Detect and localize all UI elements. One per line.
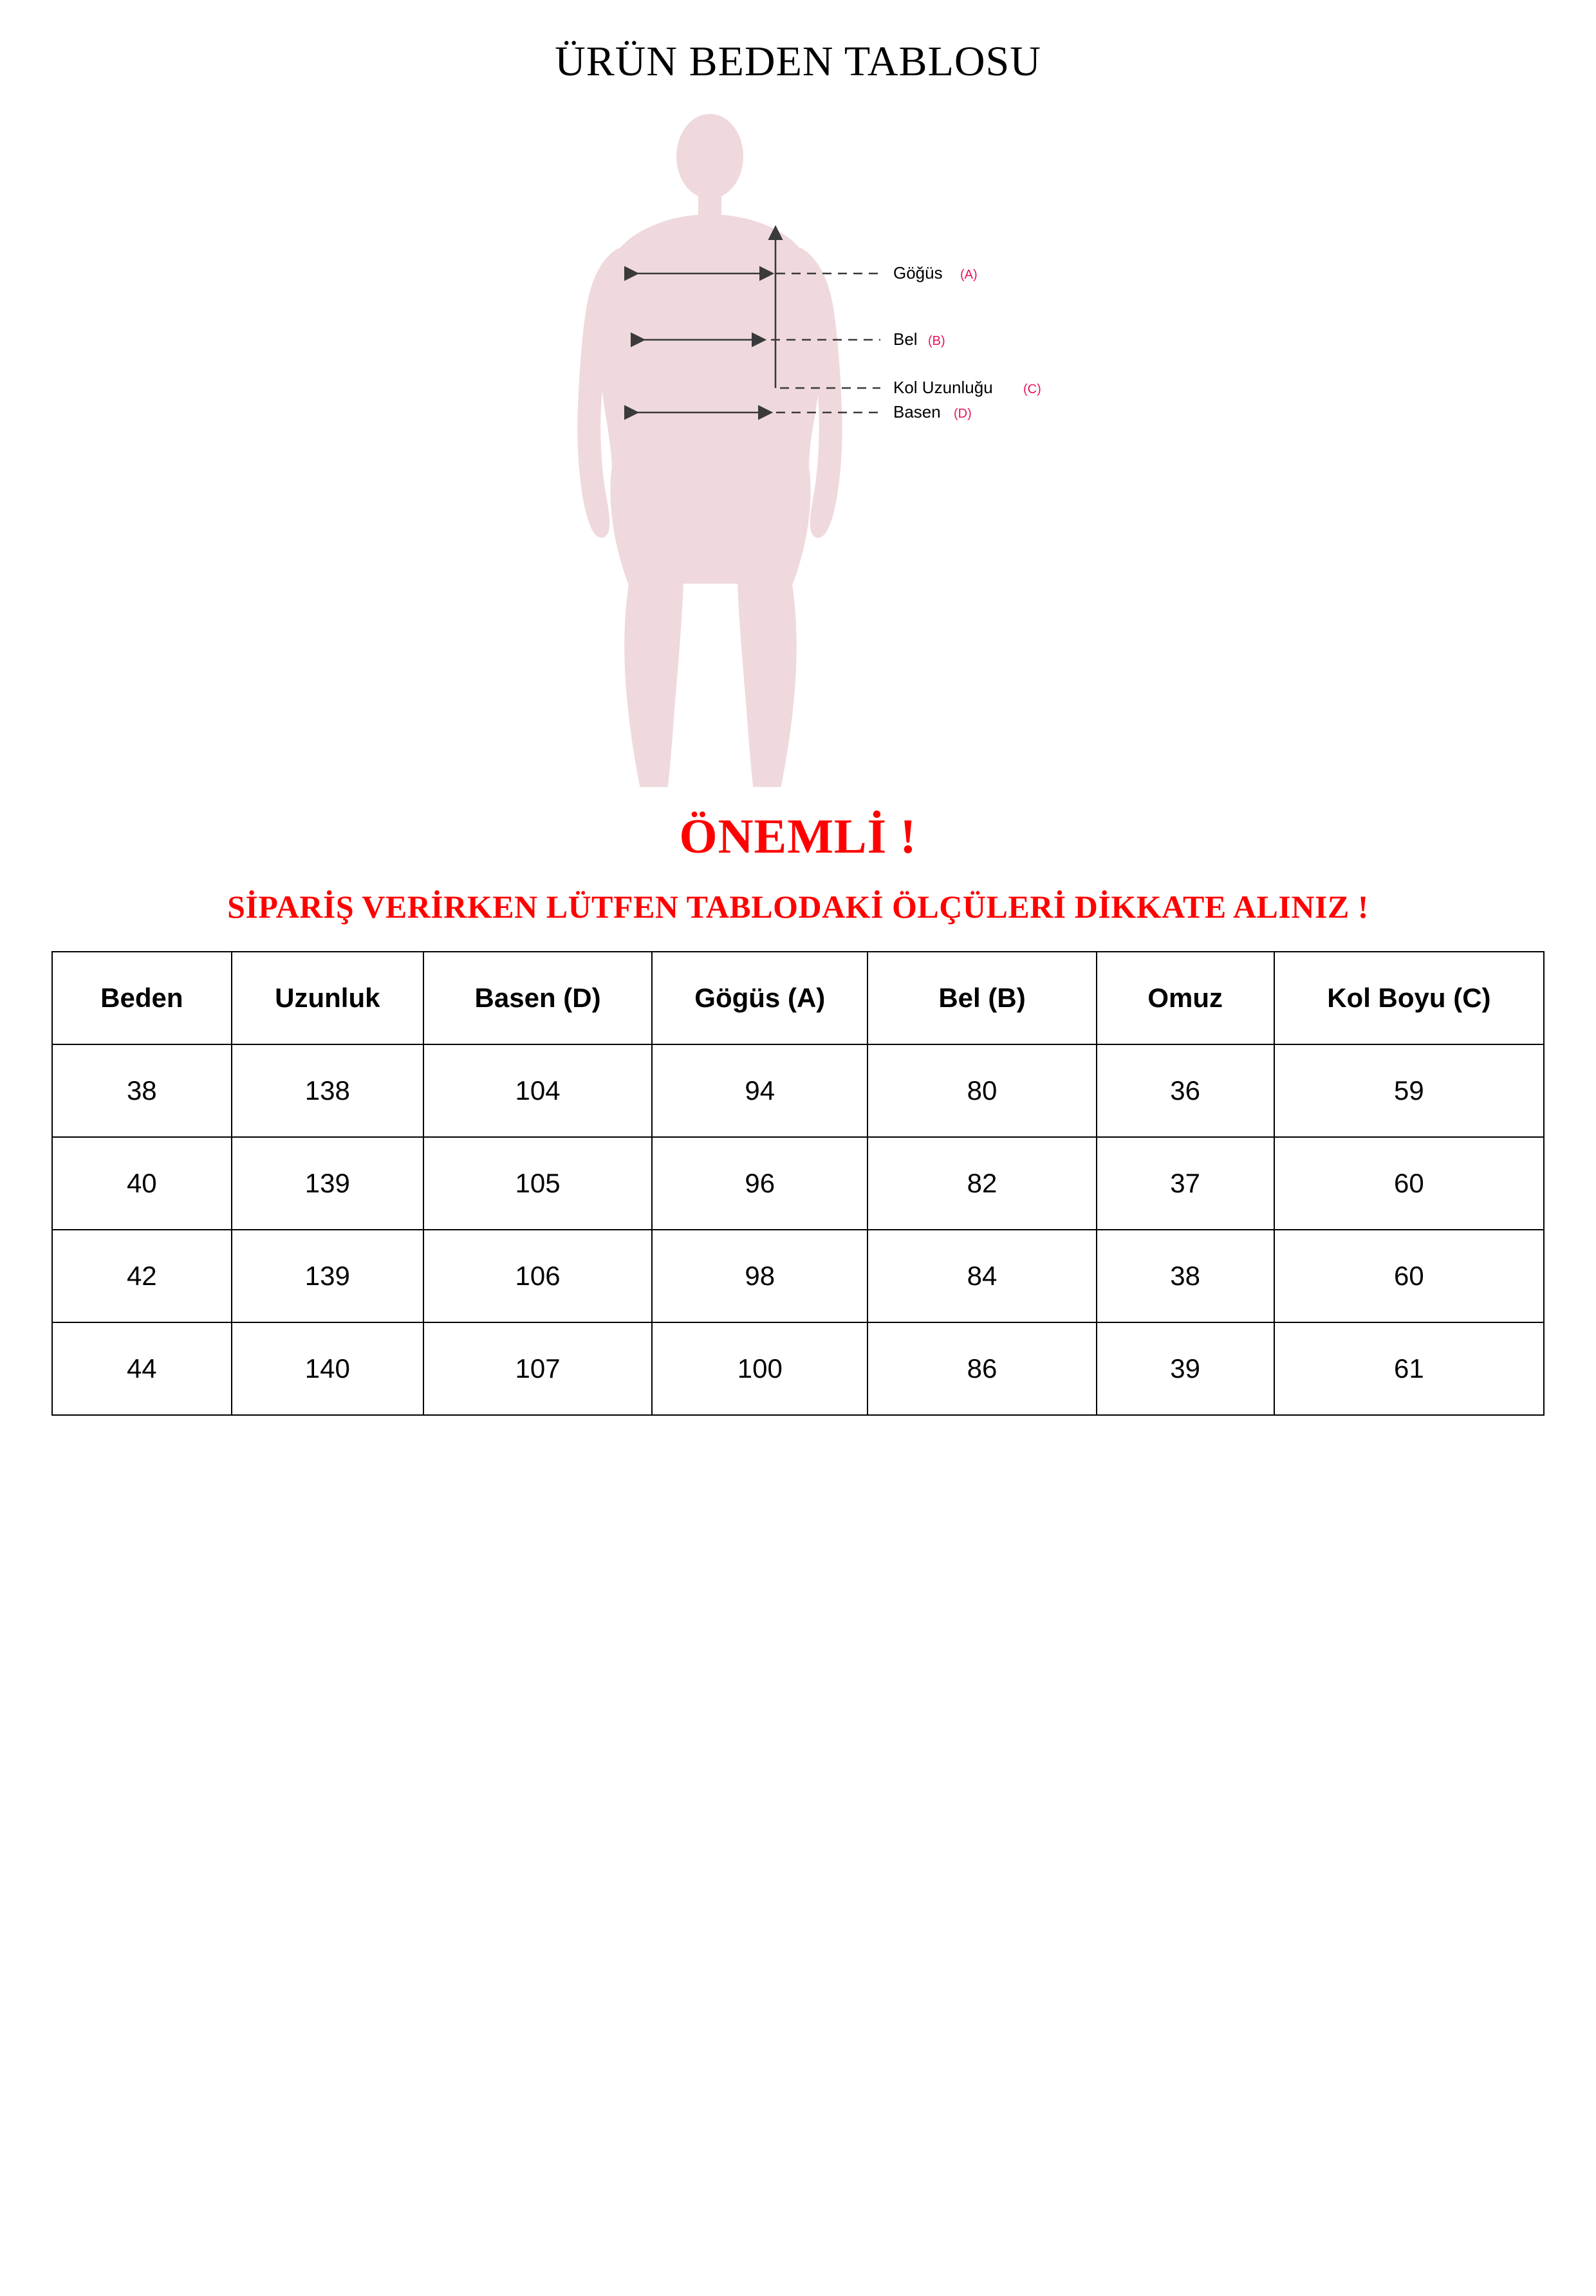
figure-label-basen-text: Basen bbox=[893, 402, 941, 421]
female-silhouette-icon bbox=[577, 114, 842, 787]
table-cell: 40 bbox=[52, 1137, 232, 1230]
table-cell: 105 bbox=[423, 1137, 652, 1230]
table-cell: 59 bbox=[1274, 1044, 1544, 1137]
figure-label-bel-text: Bel bbox=[893, 329, 918, 349]
figure-label-bel bbox=[893, 329, 945, 349]
document-page bbox=[0, 39, 1596, 2296]
table-cell: 104 bbox=[423, 1044, 652, 1137]
table-cell: 139 bbox=[232, 1230, 423, 1322]
table-cell: 140 bbox=[232, 1322, 423, 1415]
size-table-wrapper bbox=[51, 951, 1545, 1416]
table-cell: 38 bbox=[52, 1044, 232, 1137]
table-cell: 61 bbox=[1274, 1322, 1544, 1415]
size-table bbox=[51, 951, 1545, 1416]
figure-label-kol-uzunlugu-code: (C) bbox=[1023, 382, 1041, 396]
table-cell: 44 bbox=[52, 1322, 232, 1415]
table-cell: 98 bbox=[652, 1230, 868, 1322]
figure-label-basen-code: (D) bbox=[954, 406, 972, 421]
notice-heading: ÖNEMLİ ! bbox=[679, 809, 917, 864]
table-header-cell: Omuz bbox=[1097, 952, 1274, 1044]
figure-label-gogus-text: Göğüs bbox=[893, 263, 943, 282]
table-row bbox=[52, 1230, 1544, 1322]
table-cell: 37 bbox=[1097, 1137, 1274, 1230]
table-header-cell: Gögüs (A) bbox=[652, 952, 868, 1044]
table-cell: 38 bbox=[1097, 1230, 1274, 1322]
table-row bbox=[52, 1322, 1544, 1415]
table-cell: 80 bbox=[868, 1044, 1096, 1137]
table-cell: 96 bbox=[652, 1137, 868, 1230]
table-cell: 94 bbox=[652, 1044, 868, 1137]
figure-label-kol-uzunlugu-text: Kol Uzunluğu bbox=[893, 377, 993, 397]
table-cell: 60 bbox=[1274, 1230, 1544, 1322]
table-cell: 106 bbox=[423, 1230, 652, 1322]
table-header-row bbox=[52, 952, 1544, 1044]
table-cell: 138 bbox=[232, 1044, 423, 1137]
figure-label-gogus bbox=[893, 263, 978, 282]
table-cell: 100 bbox=[652, 1322, 868, 1415]
notice-subheading: SİPARİŞ VERİRKEN LÜTFEN TABLODAKİ ÖLÇÜLERİ DİKKATE ALINIZ ! bbox=[227, 888, 1369, 925]
table-row bbox=[52, 1044, 1544, 1137]
silhouette-diagram bbox=[0, 105, 1596, 787]
table-cell: 60 bbox=[1274, 1137, 1544, 1230]
table-cell: 86 bbox=[868, 1322, 1096, 1415]
figure-label-basen bbox=[893, 402, 972, 421]
table-header-cell: Beden bbox=[52, 952, 232, 1044]
table-row bbox=[52, 1137, 1544, 1230]
table-cell: 82 bbox=[868, 1137, 1096, 1230]
table-header-cell: Basen (D) bbox=[423, 952, 652, 1044]
table-cell: 84 bbox=[868, 1230, 1096, 1322]
figure-label-gogus-code: (A) bbox=[960, 267, 978, 282]
table-header-cell: Uzunluk bbox=[232, 952, 423, 1044]
table-cell: 139 bbox=[232, 1137, 423, 1230]
figure-label-kol-uzunlugu bbox=[893, 378, 1041, 397]
table-cell: 107 bbox=[423, 1322, 652, 1415]
table-cell: 39 bbox=[1097, 1322, 1274, 1415]
figure-label-bel-code: (B) bbox=[928, 333, 945, 348]
measurement-figure bbox=[0, 105, 1596, 787]
table-header-cell: Bel (B) bbox=[868, 952, 1096, 1044]
table-header-cell: Kol Boyu (C) bbox=[1274, 952, 1544, 1044]
table-cell: 36 bbox=[1097, 1044, 1274, 1137]
page-title: ÜRÜN BEDEN TABLOSU bbox=[555, 38, 1041, 85]
table-cell: 42 bbox=[52, 1230, 232, 1322]
